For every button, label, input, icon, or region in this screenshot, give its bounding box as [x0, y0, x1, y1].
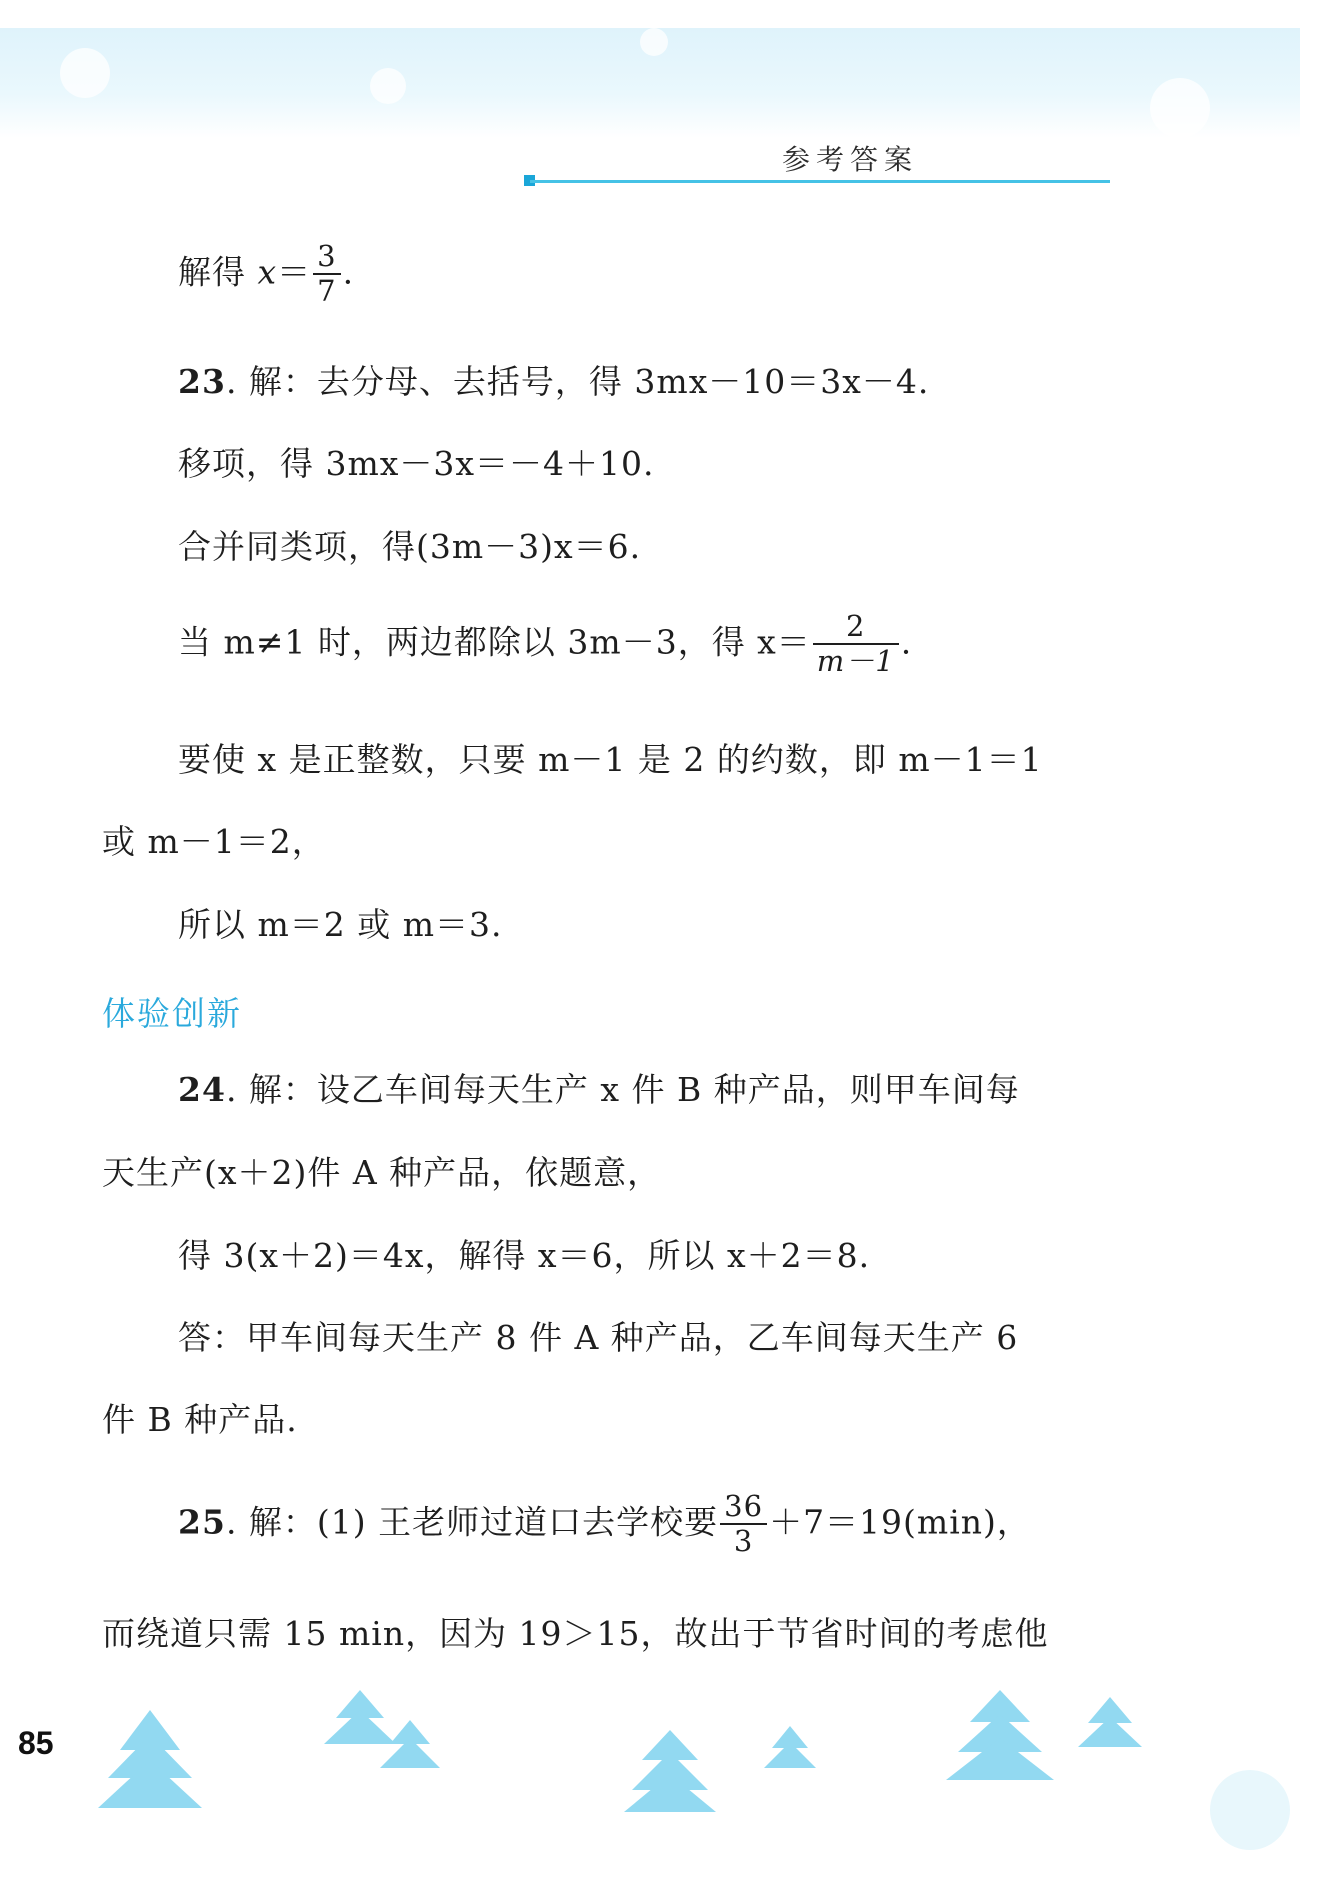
answer-line [178, 240, 354, 309]
answer-line [178, 610, 912, 679]
fraction-numerator: 36 [720, 1490, 767, 1525]
answer-line: 件 B 种产品. [102, 1400, 298, 1439]
answer-line-q24 [178, 1070, 1020, 1110]
answer-line: 要使 x 是正整数，只要 m－1 是 2 的约数，即 m－1＝1 [178, 740, 1043, 779]
answer-line: 天生产(x＋2)件 A 种产品，依题意， [102, 1153, 662, 1192]
answer-line: 得 3(x＋2)＝4x，解得 x＝6，所以 x＋2＝8. [178, 1236, 871, 1275]
answer-line: 或 m－1＝2， [102, 822, 326, 861]
header-title: 参考答案 [781, 143, 918, 176]
text-span: . 解：设乙车间每天生产 x 件 B 种产品，则甲车间每 [225, 1070, 1020, 1109]
question-number: 25 [178, 1502, 226, 1542]
fraction-denominator: m－1 [816, 644, 895, 679]
page-number: 85 [18, 1725, 54, 1761]
pine-tree-icon [1078, 1697, 1142, 1747]
answer-line: 合并同类项，得(3m－3)x＝6. [178, 527, 642, 566]
text-span: ＝ [277, 252, 312, 292]
question-number: 23 [178, 362, 226, 401]
text-span: . 解：(1) 王老师过道口去学校要 [225, 1502, 719, 1542]
math-var: x [257, 252, 278, 292]
pine-tree-icon [624, 1730, 716, 1812]
text-span: 解得 [178, 252, 258, 292]
question-number: 24 [178, 1070, 226, 1109]
answer-line: 移项，得 3mx－3x＝－4＋10. [178, 444, 655, 483]
fraction [813, 610, 899, 679]
fraction-numerator: 3 [313, 240, 340, 275]
header-decoration-band [0, 28, 1300, 138]
decor-bubble [640, 28, 668, 56]
text-span: . [342, 252, 355, 292]
answer-line: 所以 m＝2 或 m＝3. [178, 905, 503, 944]
pine-tree-icon [946, 1690, 1054, 1780]
answer-line: 而绕道只需 15 min，因为 19＞15，故出于节省时间的考虑他 [102, 1614, 1049, 1653]
fraction [720, 1490, 767, 1559]
answer-line-q25 [178, 1490, 1031, 1559]
fraction [313, 240, 340, 309]
footer-decoration [0, 1690, 1325, 1880]
decor-bubble [60, 48, 110, 98]
header-rule [530, 180, 1110, 183]
section-heading: 体验创新 [102, 994, 242, 1033]
text-span: ＋7＝19(min)， [769, 1502, 1031, 1542]
fraction-denominator: 3 [733, 1524, 754, 1559]
answer-line: 答：甲车间每天生产 8 件 A 种产品，乙车间每天生产 6 [178, 1318, 1019, 1357]
text-span: . [900, 622, 913, 662]
fraction-numerator: 2 [813, 610, 899, 645]
pine-tree-icon [98, 1710, 202, 1808]
decor-bubble [1150, 78, 1210, 138]
text-span: . 解：去分母、去括号，得 3mx－10＝3x－4. [225, 362, 930, 401]
text-span: 当 m≠1 时，两边都除以 3m－3，得 x＝ [178, 622, 811, 662]
fraction-denominator: 7 [317, 274, 337, 309]
decor-bubble [370, 68, 406, 104]
pine-tree-icon [324, 1690, 396, 1744]
pine-tree-icon [764, 1726, 816, 1768]
answer-line-q23 [178, 362, 929, 402]
